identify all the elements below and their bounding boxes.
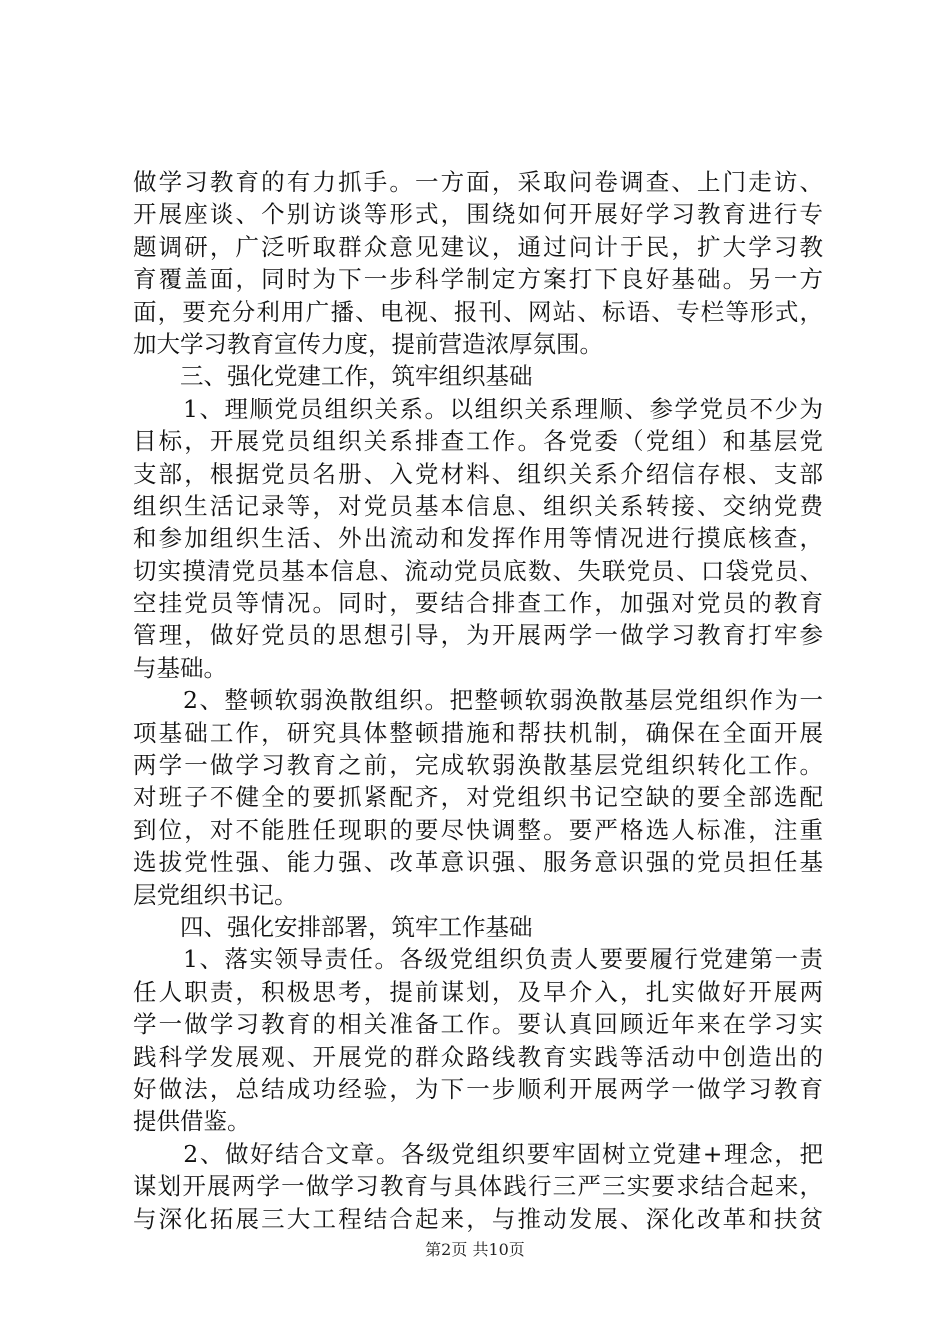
text-line: 支部，根据党员名册、入党材料、组织关系介绍信存根、支部 — [133, 459, 823, 488]
text-line: 学一做学习教育的相关准备工作。要认真回顾近年来在学习实 — [133, 1010, 823, 1039]
text-line: 做学习教育的有力抓手。一方面，采取问卷调查、上门走访、 — [133, 168, 823, 196]
text-line: 项基础工作，研究具体整顿措施和帮扶机制，确保在全面开展 — [133, 718, 823, 747]
section-heading: 三、强化党建工作，筑牢组织基础 — [133, 362, 533, 391]
text-line: 和参加组织生活、外出流动和发挥作用等情况进行摸底核查， — [133, 524, 823, 553]
text-line: 育覆盖面，同时为下一步科学制定方案打下良好基础。另一方 — [133, 265, 823, 294]
text-line: 切实摸清党员基本信息、流动党员底数、失联党员、口袋党员、 — [133, 556, 823, 585]
text-line: 面，要充分利用广播、电视、报刊、网站、标语、专栏等形式， — [133, 297, 823, 326]
text-line: 层党组织书记。 — [133, 880, 298, 909]
text-line: 管理，做好党员的思想引导，为开展两学一做学习教育打牢参 — [133, 621, 823, 650]
text-line: 组织生活记录等，对党员基本信息、组织关系转接、交纳党费 — [133, 491, 823, 520]
text-line: 开展座谈、个别访谈等形式，围绕如何开展好学习教育进行专 — [133, 200, 823, 229]
text-line: 选拔党性强、能力强、改革意识强、服务意识强的党员担任基 — [133, 848, 823, 877]
text-line: 践科学发展观、开展党的群众路线教育实践等活动中创造出的 — [133, 1042, 823, 1071]
text-line: 加大学习教育宣传力度，提前营造浓厚氛围。 — [133, 329, 603, 358]
page-footer: 第2页 共10页 — [425, 1240, 525, 1259]
text-line: 目标，开展党员组织关系排查工作。各党委（党组）和基层党 — [133, 427, 823, 456]
text-line: 到位，对不能胜任现职的要尽快调整。要严格选人标准，注重 — [133, 815, 823, 844]
text-line: 1、理顺党员组织关系。以组织关系理顺、参学党员不少为 — [133, 394, 823, 423]
text-line: 提供借鉴。 — [133, 1107, 251, 1136]
text-line: 题调研，广泛听取群众意见建议，通过问计于民，扩大学习教 — [133, 232, 823, 261]
text-line: 空挂党员等情况。同时，要结合排查工作，加强对党员的教育 — [133, 589, 823, 618]
text-line: 与深化拓展三大工程结合起来，与推动发展、深化改革和扶贫 — [133, 1204, 823, 1233]
document-body — [133, 166, 823, 1235]
text-line: 2、做好结合文章。各级党组织要牢固树立党建+理念，把 — [133, 1139, 823, 1168]
text-line: 两学一做学习教育之前，完成软弱涣散基层党组织转化工作。 — [133, 751, 823, 780]
text-line: 1、落实领导责任。各级党组织负责人要要履行党建第一责 — [133, 945, 823, 974]
section-heading: 四、强化安排部署，筑牢工作基础 — [133, 912, 533, 941]
text-line: 谋划开展两学一做学习教育与具体践行三严三实要求结合起来， — [133, 1172, 823, 1201]
text-line: 好做法，总结成功经验，为下一步顺利开展两学一做学习教育 — [133, 1074, 823, 1103]
text-line: 与基础。 — [133, 653, 227, 682]
text-line: 任人职责，积极思考，提前谋划，及早介入，扎实做好开展两 — [133, 977, 823, 1006]
text-line: 对班子不健全的要抓紧配齐，对党组织书记空缺的要全部选配 — [133, 783, 823, 812]
text-line: 2、整顿软弱涣散组织。把整顿软弱涣散基层党组织作为一 — [133, 686, 823, 715]
